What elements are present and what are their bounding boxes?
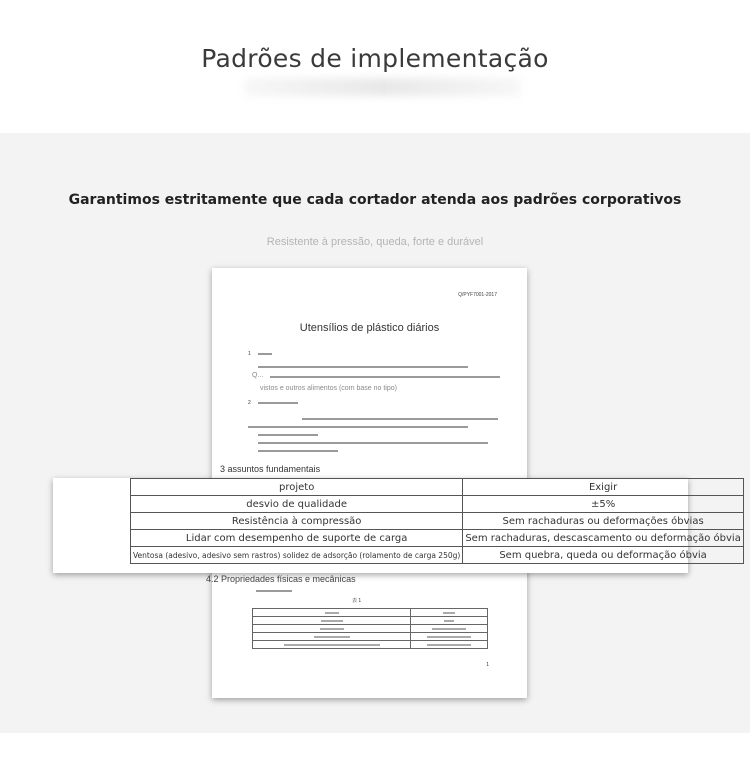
document-code: Q/PYF7001-2017 <box>458 292 497 298</box>
title-reflection <box>245 78 520 96</box>
subline: Resistente à pressão, queda, forte e durável <box>266 236 484 248</box>
document-table <box>252 608 488 649</box>
text-line <box>258 442 488 444</box>
spec-table-header-row <box>131 479 744 496</box>
spec-table-card <box>53 478 741 573</box>
document-title: Utensílios de plástico diários <box>299 322 440 334</box>
text-line <box>248 426 468 428</box>
headline: Garantimos estritamente que cada cortador atenda aos padrões corporativos <box>68 192 682 208</box>
row-item: Resistência à compressão <box>131 513 463 530</box>
table-row <box>131 530 744 547</box>
section-4-2-heading: 4.2 Propriedades físicas e mecânicas <box>206 574 356 584</box>
text-line <box>258 366 468 368</box>
row-requirement: Sem rachaduras, descascamento ou deformação óbvia <box>463 530 744 547</box>
row-requirement: Sem rachaduras ou deformações óbvias <box>463 513 744 530</box>
table-row <box>131 496 744 513</box>
section-1-heading-line <box>258 353 272 355</box>
section-2-number: 2 <box>248 400 251 406</box>
row-requirement: ±5% <box>463 496 744 513</box>
row-item: desvio de qualidade <box>131 496 463 513</box>
section-2-heading-line <box>258 402 298 404</box>
header-band <box>0 0 750 133</box>
table-caption: 表 1 <box>352 598 362 604</box>
row-item: Lidar com desempenho de suporte de carga <box>131 530 463 547</box>
table-row <box>131 513 744 530</box>
header-item: projeto <box>131 479 463 496</box>
table-row <box>131 547 744 564</box>
header-requirement: Exigir <box>463 479 744 496</box>
document-page-number: 1 <box>486 662 489 668</box>
page-title: Padrões de implementação <box>201 44 549 73</box>
spec-table <box>130 478 744 564</box>
scope-overlay-line-1: Q... <box>252 372 264 379</box>
row-item: Ventosa (adesivo, adesivo sem rastros) solidez de adsorção (rolamento de carga 250g) <box>131 547 463 564</box>
text-line <box>256 590 292 592</box>
text-line <box>302 418 498 420</box>
text-line <box>270 376 500 378</box>
section-1-number: 1 <box>248 351 251 357</box>
row-requirement: Sem quebra, queda ou deformação óbvia <box>463 547 744 564</box>
scope-overlay-line-2: vistos e outros alimentos (com base no tipo) <box>260 385 397 392</box>
text-line <box>258 450 338 452</box>
text-line <box>258 434 318 436</box>
topics-label: 3 assuntos fundamentais <box>220 464 321 474</box>
footer-band <box>0 733 750 784</box>
